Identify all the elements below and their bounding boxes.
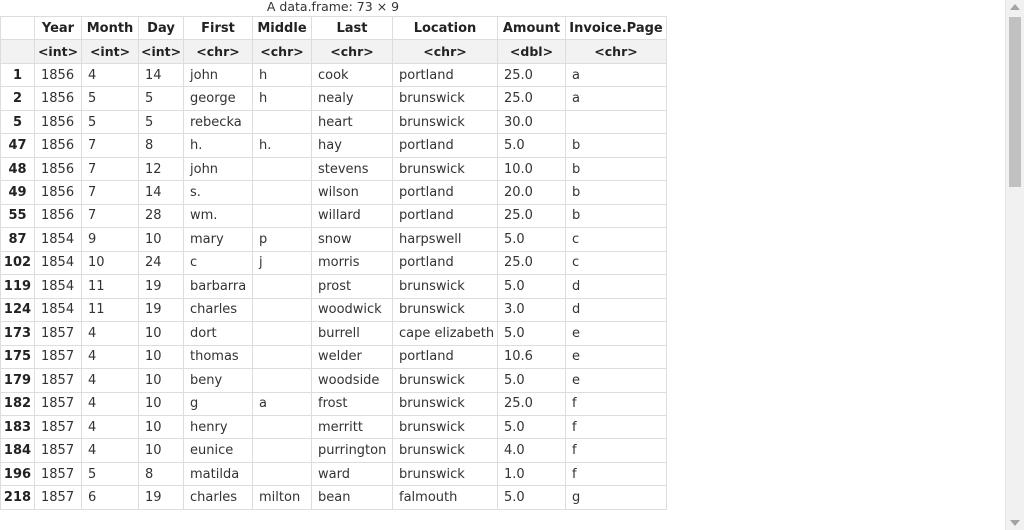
cell-month: 4 <box>82 322 139 345</box>
cell-amount: 30.0 <box>498 110 566 133</box>
cell-year: 1854 <box>35 228 82 251</box>
cell-location: brunswick <box>393 462 498 485</box>
cell-last: bean <box>312 486 393 509</box>
cell-last: burrell <box>312 322 393 345</box>
table-row <box>1 462 667 485</box>
table-row <box>1 63 667 86</box>
cell-month: 7 <box>82 134 139 157</box>
cell-location: brunswick <box>393 439 498 462</box>
table-row <box>1 87 667 110</box>
cell-month: 5 <box>82 87 139 110</box>
column-header-location: Location <box>393 17 498 40</box>
cell-first: mary <box>184 228 253 251</box>
table-row <box>1 181 667 204</box>
cell-invoice-page: g <box>566 486 667 509</box>
cell-location: portland <box>393 63 498 86</box>
cell-amount: 25.0 <box>498 204 566 227</box>
cell-last: nealy <box>312 87 393 110</box>
column-type-middle: <chr> <box>253 40 312 63</box>
cell-first: c <box>184 251 253 274</box>
cell-year: 1856 <box>35 134 82 157</box>
cell-amount: 1.0 <box>498 462 566 485</box>
cell-invoice-page: b <box>566 181 667 204</box>
cell-location: brunswick <box>393 369 498 392</box>
cell-day: 10 <box>139 322 184 345</box>
cell-invoice-page: c <box>566 228 667 251</box>
cell-day: 10 <box>139 439 184 462</box>
cell-last: morris <box>312 251 393 274</box>
column-type-day: <int> <box>139 40 184 63</box>
cell-middle <box>253 204 312 227</box>
cell-invoice-page: d <box>566 275 667 298</box>
cell-month: 4 <box>82 392 139 415</box>
cell-location: portland <box>393 204 498 227</box>
cell-first: henry <box>184 415 253 438</box>
table-row <box>1 298 667 321</box>
cell-day: 19 <box>139 298 184 321</box>
cell-middle <box>253 181 312 204</box>
cell-year: 1857 <box>35 486 82 509</box>
cell-location: portland <box>393 345 498 368</box>
cell-first: charles <box>184 486 253 509</box>
cell-last: cook <box>312 63 393 86</box>
cell-day: 8 <box>139 462 184 485</box>
cell-invoice-page: e <box>566 345 667 368</box>
cell-first: s. <box>184 181 253 204</box>
scrollbar-thumb[interactable] <box>1009 17 1021 187</box>
cell-location: brunswick <box>393 157 498 180</box>
cell-middle: h <box>253 87 312 110</box>
cell-day: 5 <box>139 87 184 110</box>
column-header-year: Year <box>35 17 82 40</box>
column-header-middle: Middle <box>253 17 312 40</box>
cell-amount: 25.0 <box>498 63 566 86</box>
cell-last: willard <box>312 204 393 227</box>
column-type-first: <chr> <box>184 40 253 63</box>
cell-month: 4 <box>82 369 139 392</box>
cell-invoice-page: d <box>566 298 667 321</box>
row-index: 5 <box>1 110 35 133</box>
cell-invoice-page: b <box>566 204 667 227</box>
row-index: 2 <box>1 87 35 110</box>
cell-middle: milton <box>253 486 312 509</box>
row-index: 175 <box>1 345 35 368</box>
cell-middle <box>253 275 312 298</box>
cell-middle <box>253 462 312 485</box>
cell-day: 8 <box>139 134 184 157</box>
row-index: 179 <box>1 369 35 392</box>
cell-amount: 10.0 <box>498 157 566 180</box>
cell-day: 19 <box>139 275 184 298</box>
cell-month: 4 <box>82 63 139 86</box>
cell-year: 1856 <box>35 110 82 133</box>
row-index: 182 <box>1 392 35 415</box>
cell-first: wm. <box>184 204 253 227</box>
table-row <box>1 369 667 392</box>
cell-middle <box>253 157 312 180</box>
cell-middle: h <box>253 63 312 86</box>
cell-location: cape elizabeth <box>393 322 498 345</box>
table-caption: A data.frame: 73 × 9 <box>266 0 400 14</box>
cell-middle <box>253 415 312 438</box>
cell-invoice-page: c <box>566 251 667 274</box>
cell-last: snow <box>312 228 393 251</box>
cell-amount: 3.0 <box>498 298 566 321</box>
cell-location: portland <box>393 251 498 274</box>
cell-month: 11 <box>82 298 139 321</box>
cell-last: hay <box>312 134 393 157</box>
table-row <box>1 392 667 415</box>
cell-invoice-page: f <box>566 415 667 438</box>
cell-month: 7 <box>82 181 139 204</box>
cell-year: 1857 <box>35 322 82 345</box>
cell-amount: 25.0 <box>498 392 566 415</box>
cell-first: beny <box>184 369 253 392</box>
scroll-down-arrow-icon[interactable] <box>1010 520 1020 526</box>
table-row <box>1 110 667 133</box>
cell-amount: 5.0 <box>498 228 566 251</box>
cell-first: barbarra <box>184 275 253 298</box>
cell-first: h. <box>184 134 253 157</box>
cell-amount: 5.0 <box>498 322 566 345</box>
cell-year: 1854 <box>35 298 82 321</box>
column-header-first: First <box>184 17 253 40</box>
cell-first: john <box>184 157 253 180</box>
column-header-last: Last <box>312 17 393 40</box>
cell-month: 4 <box>82 415 139 438</box>
cell-month: 4 <box>82 345 139 368</box>
cell-middle <box>253 345 312 368</box>
cell-year: 1854 <box>35 275 82 298</box>
cell-location: falmouth <box>393 486 498 509</box>
cell-last: woodside <box>312 369 393 392</box>
cell-last: woodwick <box>312 298 393 321</box>
table-row <box>1 322 667 345</box>
cell-first: george <box>184 87 253 110</box>
row-index: 196 <box>1 462 35 485</box>
row-index: 48 <box>1 157 35 180</box>
cell-amount: 5.0 <box>498 486 566 509</box>
row-index: 173 <box>1 322 35 345</box>
cell-day: 12 <box>139 157 184 180</box>
cell-invoice-page: f <box>566 439 667 462</box>
cell-last: ward <box>312 462 393 485</box>
cell-first: thomas <box>184 345 253 368</box>
cell-first: charles <box>184 298 253 321</box>
cell-location: portland <box>393 134 498 157</box>
cell-day: 14 <box>139 63 184 86</box>
row-index-header <box>1 17 35 40</box>
cell-amount: 5.0 <box>498 275 566 298</box>
cell-month: 10 <box>82 251 139 274</box>
row-index: 218 <box>1 486 35 509</box>
cell-location: portland <box>393 181 498 204</box>
cell-first: john <box>184 63 253 86</box>
cell-middle <box>253 110 312 133</box>
cell-month: 5 <box>82 462 139 485</box>
cell-year: 1857 <box>35 392 82 415</box>
cell-amount: 25.0 <box>498 251 566 274</box>
cell-invoice-page: e <box>566 322 667 345</box>
cell-year: 1857 <box>35 462 82 485</box>
cell-invoice-page: f <box>566 462 667 485</box>
cell-first: eunice <box>184 439 253 462</box>
table-row <box>1 345 667 368</box>
cell-middle: j <box>253 251 312 274</box>
cell-month: 7 <box>82 204 139 227</box>
cell-year: 1856 <box>35 87 82 110</box>
cell-day: 10 <box>139 369 184 392</box>
row-index: 87 <box>1 228 35 251</box>
table-row <box>1 275 667 298</box>
row-index-type-header <box>1 40 35 63</box>
cell-year: 1857 <box>35 345 82 368</box>
table-row <box>1 134 667 157</box>
cell-year: 1856 <box>35 157 82 180</box>
cell-amount: 5.0 <box>498 369 566 392</box>
data-table <box>0 16 667 510</box>
header-row <box>1 17 667 40</box>
cell-middle: a <box>253 392 312 415</box>
cell-last: merritt <box>312 415 393 438</box>
cell-year: 1856 <box>35 181 82 204</box>
cell-month: 5 <box>82 110 139 133</box>
cell-day: 10 <box>139 415 184 438</box>
cell-location: brunswick <box>393 298 498 321</box>
cell-day: 10 <box>139 392 184 415</box>
cell-day: 28 <box>139 204 184 227</box>
vertical-scrollbar[interactable] <box>1005 0 1024 530</box>
table-row <box>1 415 667 438</box>
column-type-month: <int> <box>82 40 139 63</box>
cell-middle <box>253 439 312 462</box>
row-index: 184 <box>1 439 35 462</box>
cell-location: harpswell <box>393 228 498 251</box>
cell-day: 19 <box>139 486 184 509</box>
row-index: 55 <box>1 204 35 227</box>
cell-year: 1857 <box>35 439 82 462</box>
column-type-year: <int> <box>35 40 82 63</box>
table-row <box>1 204 667 227</box>
cell-year: 1857 <box>35 415 82 438</box>
cell-day: 10 <box>139 345 184 368</box>
cell-location: brunswick <box>393 275 498 298</box>
cell-invoice-page <box>566 110 667 133</box>
cell-first: g <box>184 392 253 415</box>
row-index: 49 <box>1 181 35 204</box>
cell-middle <box>253 298 312 321</box>
column-header-month: Month <box>82 17 139 40</box>
cell-middle: p <box>253 228 312 251</box>
row-index: 183 <box>1 415 35 438</box>
cell-location: brunswick <box>393 87 498 110</box>
cell-year: 1856 <box>35 204 82 227</box>
cell-month: 4 <box>82 439 139 462</box>
cell-invoice-page: f <box>566 392 667 415</box>
row-index: 124 <box>1 298 35 321</box>
column-type-invoice-page: <chr> <box>566 40 667 63</box>
cell-first: dort <box>184 322 253 345</box>
cell-last: stevens <box>312 157 393 180</box>
cell-year: 1857 <box>35 369 82 392</box>
cell-invoice-page: a <box>566 63 667 86</box>
cell-amount: 5.0 <box>498 415 566 438</box>
column-type-last: <chr> <box>312 40 393 63</box>
cell-last: frost <box>312 392 393 415</box>
table-row <box>1 251 667 274</box>
cell-day: 14 <box>139 181 184 204</box>
cell-month: 11 <box>82 275 139 298</box>
cell-location: brunswick <box>393 415 498 438</box>
column-header-day: Day <box>139 17 184 40</box>
cell-middle <box>253 322 312 345</box>
cell-first: matilda <box>184 462 253 485</box>
table-row <box>1 228 667 251</box>
table-row <box>1 486 667 509</box>
cell-month: 7 <box>82 157 139 180</box>
cell-invoice-page: b <box>566 157 667 180</box>
cell-month: 6 <box>82 486 139 509</box>
cell-year: 1856 <box>35 63 82 86</box>
cell-last: heart <box>312 110 393 133</box>
cell-invoice-page: b <box>566 134 667 157</box>
cell-day: 10 <box>139 228 184 251</box>
cell-amount: 4.0 <box>498 439 566 462</box>
table-body <box>1 63 667 509</box>
cell-middle <box>253 369 312 392</box>
cell-amount: 5.0 <box>498 134 566 157</box>
cell-month: 9 <box>82 228 139 251</box>
row-index: 119 <box>1 275 35 298</box>
cell-location: brunswick <box>393 392 498 415</box>
row-index: 47 <box>1 134 35 157</box>
cell-last: purrington <box>312 439 393 462</box>
cell-middle: h. <box>253 134 312 157</box>
column-header-invoice-page: Invoice.Page <box>566 17 667 40</box>
cell-location: brunswick <box>393 110 498 133</box>
cell-amount: 10.6 <box>498 345 566 368</box>
table-row <box>1 439 667 462</box>
cell-invoice-page: e <box>566 369 667 392</box>
cell-day: 5 <box>139 110 184 133</box>
cell-last: wilson <box>312 181 393 204</box>
cell-first: rebecka <box>184 110 253 133</box>
cell-year: 1854 <box>35 251 82 274</box>
cell-amount: 20.0 <box>498 181 566 204</box>
column-type-location: <chr> <box>393 40 498 63</box>
scroll-up-arrow-icon[interactable] <box>1010 4 1020 10</box>
type-row <box>1 40 667 63</box>
cell-amount: 25.0 <box>498 87 566 110</box>
table-row <box>1 157 667 180</box>
column-header-amount: Amount <box>498 17 566 40</box>
cell-invoice-page: a <box>566 87 667 110</box>
column-type-amount: <dbl> <box>498 40 566 63</box>
cell-day: 24 <box>139 251 184 274</box>
cell-last: welder <box>312 345 393 368</box>
row-index: 1 <box>1 63 35 86</box>
row-index: 102 <box>1 251 35 274</box>
cell-last: prost <box>312 275 393 298</box>
